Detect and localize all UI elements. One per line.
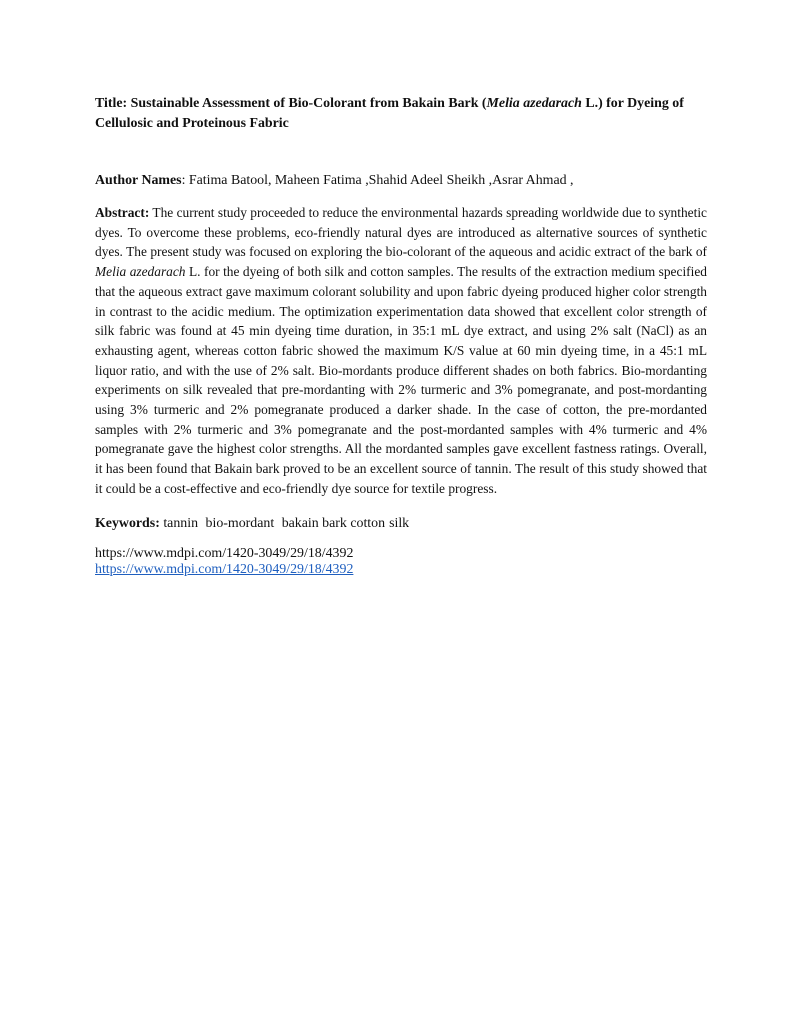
- title-prefix: Title: Sustainable Assessment of Bio-Colorant from Bakain Bark (: [95, 96, 487, 111]
- paper-title: [95, 94, 707, 134]
- abstract-text-part2: L. for the dyeing of both silk and cotton samples. The results of the extraction medium specified that the aqueous extract gave maximum colorant solubility and upon fabric dyeing produced higher color strength in contrast to the acidic medium. The optimization experimentation data showed that excellent color strength of silk fabric was found at 45 min dyeing time duration, in 35:1 mL dye extract, and using 2% salt (NaCl) as an exhausting agent, whereas cotton fabric showed the maximum K/S value at 60 min dyeing time, in a 45:1 mL liquor ratio, and with the use of 2% salt. Bio-mordants produce different shades on both fabrics. Bio-mordanting experiments on silk revealed that pre-mordanting with 2% turmeric and 3% pomegranate, and post-mordanting using 3% turmeric and 2% pomegranate produced a darker shade. In the case of cotton, the pre-mordanted samples with 2% turmeric and 3% pomegranate and the post-mordanted samples with 4% turmeric and 4% pomegranate gave the highest color strengths. All the mordanted samples gave excellent fastness ratings. Overall, it has been found that Bakain bark proved to be an excellent source of tannin. The result of this study showed that it could be a cost-effective and eco-friendly dye source for textile progress.: [95, 264, 707, 496]
- abstract-paragraph: [95, 203, 707, 499]
- authors-label: Author Names: [95, 173, 182, 188]
- abstract-label: Abstract:: [95, 205, 150, 220]
- keywords-line: [95, 514, 707, 534]
- abstract-species: Melia azedarach: [95, 264, 186, 280]
- url-plain-text: https://www.mdpi.com/1420-3049/29/18/4392: [95, 546, 354, 561]
- title-species: Melia azedarach: [486, 96, 582, 111]
- keyword-item: bakain bark cotton: [281, 516, 386, 531]
- keywords-label: Keywords:: [95, 516, 160, 531]
- keyword-item: silk: [389, 516, 410, 531]
- author-line: [95, 171, 707, 191]
- document-page: [95, 94, 707, 577]
- keyword-item: tannin: [163, 516, 199, 531]
- reference-urls: [95, 546, 707, 578]
- keyword-item: bio-mordant: [205, 516, 275, 531]
- abstract-text-part1: The current study proceeded to reduce the environmental hazards spreading worldwide due to synthetic dyes. To overcome these problems, eco-friendly natural dyes are introduced as alternative sources of synthetic dyes. The present study was focused on exploring the bio-colorant of the aqueous and acidic extract of the bark of: [95, 205, 707, 260]
- authors-names: : Fatima Batool, Maheen Fatima ,Shahid Adeel Sheikh ,Asrar Ahmad ,: [181, 173, 574, 188]
- url-hyperlink[interactable]: https://www.mdpi.com/1420-3049/29/18/4392: [95, 562, 354, 577]
- title-suffix: L.) for Dyeing of Cellulosic and Proteinous Fabric: [95, 96, 684, 131]
